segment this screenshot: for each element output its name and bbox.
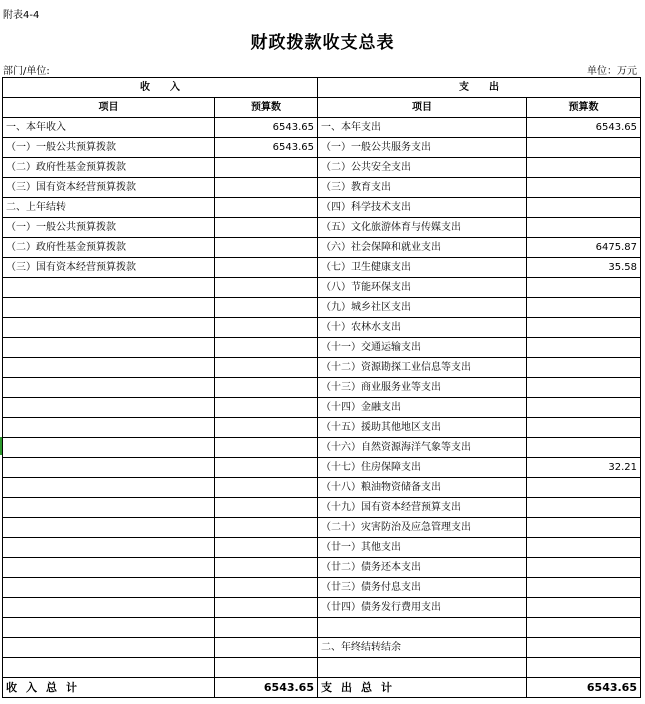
expense-item-cell: （十二）资源勘探工业信息等支出: [318, 358, 527, 378]
table-row: [3, 258, 641, 278]
income-value-cell: [215, 258, 318, 278]
expense-value-cell: [527, 478, 641, 498]
income-item-cell: [3, 478, 215, 498]
income-value-cell: [215, 558, 318, 578]
income-item-cell: [3, 538, 215, 558]
expense-item-cell: （十九）国有资本经营预算支出: [318, 498, 527, 518]
expense-budget-header: 预算数: [527, 98, 641, 118]
expense-item-cell: 二、年终结转结余: [318, 638, 527, 658]
expense-item-cell: [318, 618, 527, 638]
table-row: [3, 658, 641, 678]
expense-item-cell: （十八）粮油物资储备支出: [318, 478, 527, 498]
page-title: 财政拨款收支总表: [250, 33, 395, 53]
table-row: [3, 318, 641, 338]
table-number: 附表4-4: [3, 10, 40, 21]
income-item-header: 项目: [3, 98, 215, 118]
table-row: [3, 238, 641, 258]
expense-item-cell: （十三）商业服务业等支出: [318, 378, 527, 398]
expense-value-cell: [527, 538, 641, 558]
expense-item-cell: （五）文化旅游体育与传媒支出: [318, 218, 527, 238]
expense-item-cell: （十七）住房保障支出: [318, 458, 527, 478]
income-value-cell: [215, 198, 318, 218]
fiscal-summary-table: [2, 77, 641, 698]
expense-item-cell: （十一）交通运输支出: [318, 338, 527, 358]
expense-item-cell: （二）公共安全支出: [318, 158, 527, 178]
expense-value-cell: [527, 298, 641, 318]
income-value-cell: [215, 458, 318, 478]
income-item-cell: [3, 298, 215, 318]
income-value-cell: [215, 318, 318, 338]
income-value-cell: [215, 518, 318, 538]
expense-item-cell: [318, 658, 527, 678]
expense-value-cell: [527, 218, 641, 238]
income-item-cell: （一）一般公共预算拨款: [3, 218, 215, 238]
income-item-cell: [3, 518, 215, 538]
expense-value-cell: 32.21: [527, 458, 641, 478]
expense-item-cell: 一、本年支出: [318, 118, 527, 138]
expense-value-cell: [527, 378, 641, 398]
income-budget-header: 预算数: [215, 98, 318, 118]
income-item-cell: [3, 558, 215, 578]
unit-label: 单位：万元: [587, 66, 637, 77]
income-total-value: 6543.65: [215, 678, 318, 698]
income-value-cell: [215, 538, 318, 558]
expense-item-cell: （廿二）债务还本支出: [318, 558, 527, 578]
income-value-cell: [215, 238, 318, 258]
expense-item-cell: （十四）金融支出: [318, 398, 527, 418]
table-row: [3, 398, 641, 418]
income-value-cell: [215, 478, 318, 498]
income-value-cell: [215, 218, 318, 238]
income-item-cell: [3, 458, 215, 478]
income-item-cell: （三）国有资本经营预算拨款: [3, 258, 215, 278]
income-value-cell: [215, 578, 318, 598]
expense-value-cell: [527, 338, 641, 358]
income-item-cell: （一）一般公共预算拨款: [3, 138, 215, 158]
expense-item-cell: （十五）援助其他地区支出: [318, 418, 527, 438]
income-item-cell: [3, 278, 215, 298]
income-value-cell: [215, 358, 318, 378]
expense-item-cell: （四）科学技术支出: [318, 198, 527, 218]
expense-item-header: 项目: [318, 98, 527, 118]
expense-value-cell: [527, 318, 641, 338]
expense-value-cell: [527, 638, 641, 658]
table-row: [3, 458, 641, 478]
expense-value-cell: [527, 198, 641, 218]
expense-value-cell: [527, 658, 641, 678]
expense-item-cell: （九）城乡社区支出: [318, 298, 527, 318]
table-row: [3, 418, 641, 438]
expense-total-label: 支出总计: [318, 678, 527, 698]
table-row: [3, 438, 641, 458]
income-value-cell: [215, 298, 318, 318]
expense-value-cell: [527, 278, 641, 298]
expense-item-cell: （廿三）债务付息支出: [318, 578, 527, 598]
table-row: [3, 138, 641, 158]
income-value-cell: 6543.65: [215, 138, 318, 158]
expense-value-cell: [527, 138, 641, 158]
income-item-cell: [3, 438, 215, 458]
income-item-cell: [3, 378, 215, 398]
expense-value-cell: 6543.65: [527, 118, 641, 138]
expense-value-cell: [527, 398, 641, 418]
department-label: 部门/单位:: [3, 66, 50, 77]
income-value-cell: [215, 338, 318, 358]
income-item-cell: [3, 638, 215, 658]
expense-item-cell: （二十）灾害防治及应急管理支出: [318, 518, 527, 538]
income-value-cell: [215, 178, 318, 198]
income-item-cell: [3, 338, 215, 358]
income-value-cell: [215, 658, 318, 678]
expense-value-cell: [527, 498, 641, 518]
income-item-cell: [3, 318, 215, 338]
expense-value-cell: 35.58: [527, 258, 641, 278]
income-value-cell: [215, 638, 318, 658]
income-item-cell: [3, 418, 215, 438]
income-item-cell: [3, 658, 215, 678]
expense-item-cell: （三）教育支出: [318, 178, 527, 198]
expense-total-value: 6543.65: [527, 678, 641, 698]
table-row: [3, 638, 641, 658]
table-row: [3, 538, 641, 558]
expense-value-cell: [527, 178, 641, 198]
table-row: [3, 598, 641, 618]
table-row: [3, 618, 641, 638]
income-item-cell: （二）政府性基金预算拨款: [3, 238, 215, 258]
table-row: [3, 218, 641, 238]
expense-item-cell: （六）社会保障和就业支出: [318, 238, 527, 258]
income-value-cell: [215, 158, 318, 178]
expense-value-cell: [527, 518, 641, 538]
income-item-cell: 一、本年收入: [3, 118, 215, 138]
expense-group-header: 支 出: [318, 78, 641, 98]
income-value-cell: [215, 438, 318, 458]
table-row: [3, 378, 641, 398]
income-value-cell: [215, 278, 318, 298]
table-row: [3, 158, 641, 178]
table-row: [3, 558, 641, 578]
expense-value-cell: [527, 358, 641, 378]
table-row: [3, 498, 641, 518]
table-row: [3, 298, 641, 318]
income-item-cell: [3, 578, 215, 598]
table-row: [3, 198, 641, 218]
income-item-cell: [3, 358, 215, 378]
table-row: [3, 338, 641, 358]
table-row: [3, 278, 641, 298]
income-item-cell: （三）国有资本经营预算拨款: [3, 178, 215, 198]
income-item-cell: 二、上年结转: [3, 198, 215, 218]
income-value-cell: [215, 398, 318, 418]
total-row: [3, 678, 641, 698]
expense-item-cell: （廿四）债务发行费用支出: [318, 598, 527, 618]
income-item-cell: （二）政府性基金预算拨款: [3, 158, 215, 178]
expense-item-cell: （廿一）其他支出: [318, 538, 527, 558]
table-row: [3, 478, 641, 498]
income-item-cell: [3, 498, 215, 518]
expense-item-cell: （七）卫生健康支出: [318, 258, 527, 278]
expense-value-cell: [527, 578, 641, 598]
income-item-cell: [3, 618, 215, 638]
expense-item-cell: （八）节能环保支出: [318, 278, 527, 298]
income-total-label: 收入总计: [3, 678, 215, 698]
expense-value-cell: [527, 618, 641, 638]
expense-value-cell: [527, 558, 641, 578]
income-value-cell: 6543.65: [215, 118, 318, 138]
table-row: [3, 118, 641, 138]
income-value-cell: [215, 498, 318, 518]
expense-value-cell: [527, 418, 641, 438]
expense-value-cell: [527, 438, 641, 458]
expense-item-cell: （十）农林水支出: [318, 318, 527, 338]
table-row: [3, 178, 641, 198]
income-item-cell: [3, 398, 215, 418]
income-group-header: 收 入: [3, 78, 318, 98]
income-value-cell: [215, 618, 318, 638]
expense-value-cell: [527, 158, 641, 178]
expense-item-cell: （一）一般公共服务支出: [318, 138, 527, 158]
expense-value-cell: 6475.87: [527, 238, 641, 258]
table-row: [3, 358, 641, 378]
table-row: [3, 578, 641, 598]
expense-item-cell: （十六）自然资源海洋气象等支出: [318, 438, 527, 458]
table-row: [3, 518, 641, 538]
income-value-cell: [215, 418, 318, 438]
income-value-cell: [215, 378, 318, 398]
cell-selection-marker: [0, 437, 2, 455]
income-item-cell: [3, 598, 215, 618]
expense-value-cell: [527, 598, 641, 618]
income-value-cell: [215, 598, 318, 618]
